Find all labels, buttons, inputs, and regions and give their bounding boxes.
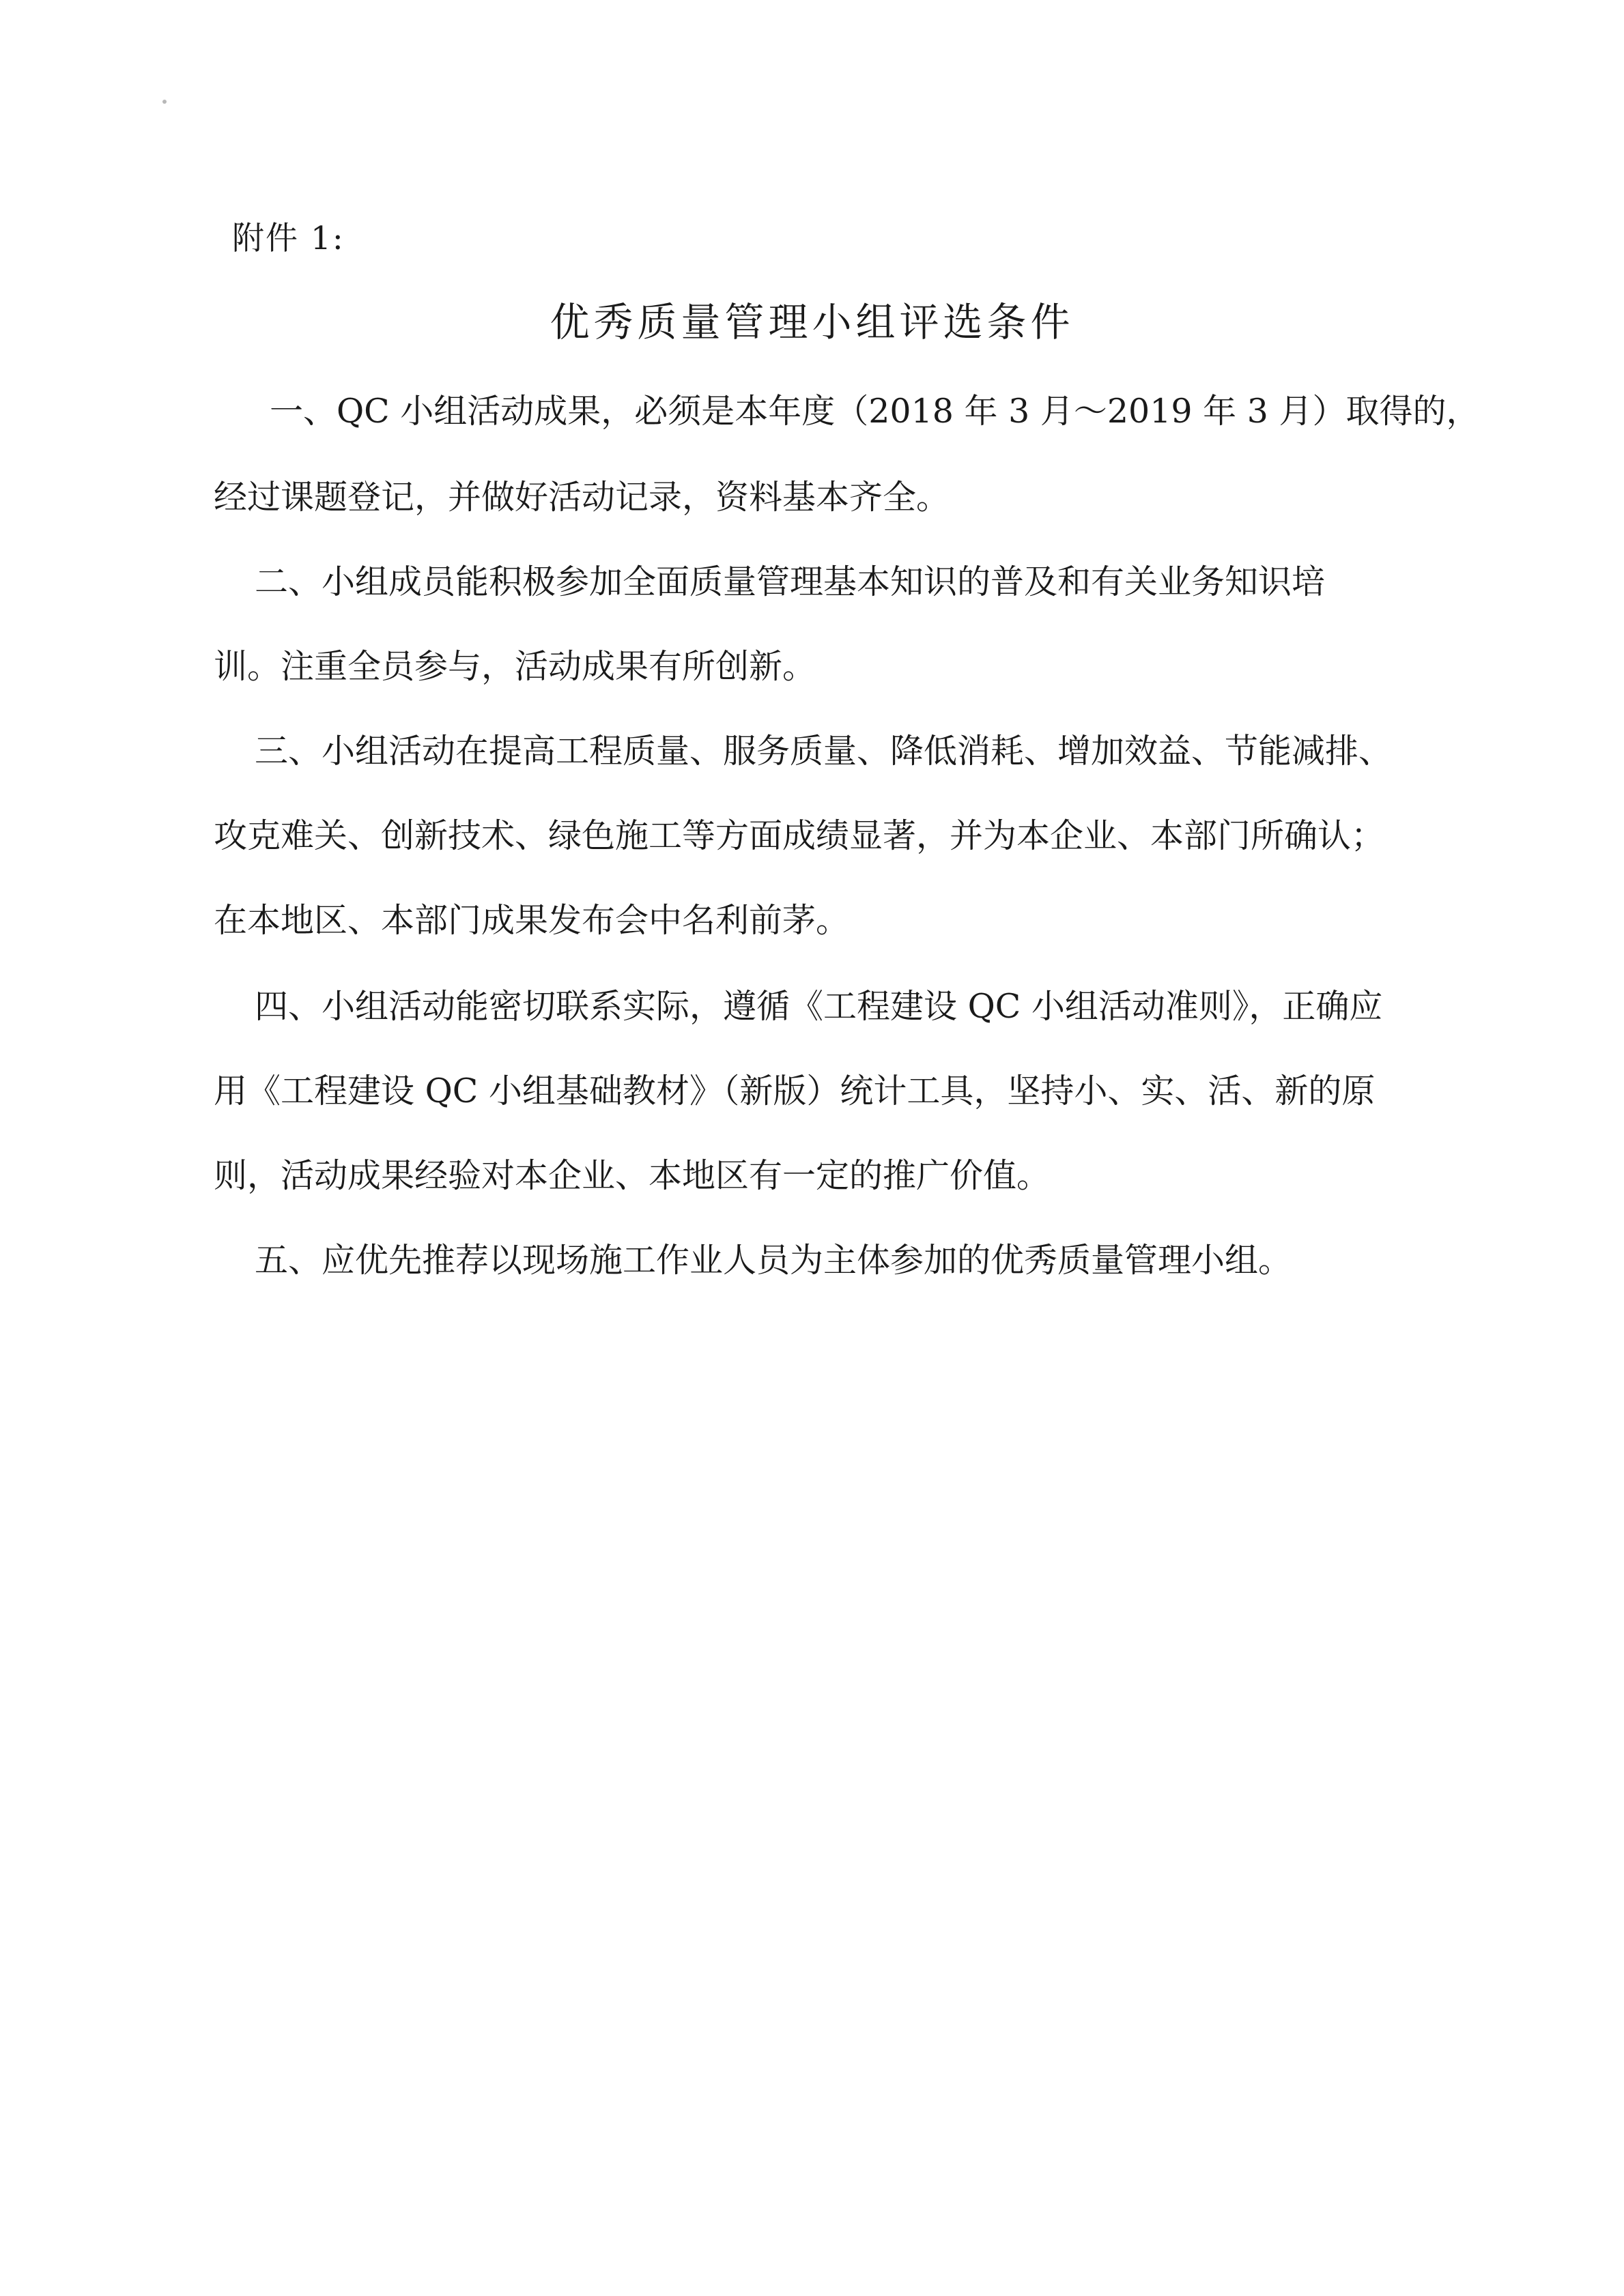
paragraph-line: 训。注重全员参与，活动成果有所创新。 — [214, 647, 816, 686]
paragraph-line: 一、QC 小组活动成果，必须是本年度（2018 年 3 月～2019 年 3 月）取得的， — [270, 392, 1480, 431]
paragraph-line: 三、小组活动在提高工程质量、服务质量、降低消耗、增加效益、节能减排、 — [255, 732, 1393, 771]
paragraph-line: 四、小组活动能密切联系实际，遵循《工程建设 QC 小组活动准则》，正确应 — [255, 987, 1383, 1026]
paragraph-line: 五、应优先推荐以现场施工作业人员为主体参加的优秀质量管理小组。 — [255, 1241, 1292, 1280]
document-title: 优秀质量管理小组评选条件 — [550, 299, 1074, 345]
attachment-label: 附件 1: — [232, 220, 345, 257]
paragraph-line: 则，活动成果经验对本企业、本地区有一定的推广价值。 — [214, 1156, 1051, 1195]
paragraph-line: 攻克难关、创新技术、绿色施工等方面成绩显著，并为本企业、本部门所确认； — [214, 816, 1385, 855]
scan-speck — [162, 100, 167, 104]
paragraph-line: 用《工程建设 QC 小组基础教材》（新版）统计工具，坚持小、实、活、新的原 — [214, 1072, 1376, 1110]
paragraph-line: 在本地区、本部门成果发布会中名利前茅。 — [214, 901, 850, 940]
paragraph-line: 经过课题登记，并做好活动记录，资料基本齐全。 — [214, 478, 950, 517]
paragraph-line: 二、小组成员能积极参加全面质量管理基本知识的普及和有关业务知识培 — [255, 562, 1326, 601]
